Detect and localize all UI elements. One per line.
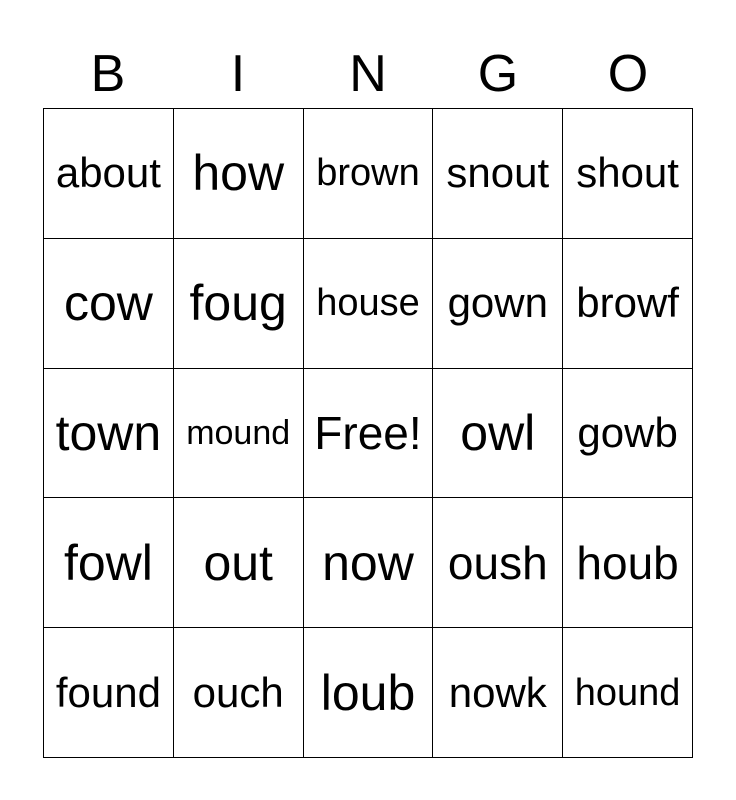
bingo-cell[interactable] xyxy=(44,369,174,499)
bingo-cell[interactable] xyxy=(433,628,563,758)
cell-word: mound xyxy=(186,413,291,452)
bingo-cell[interactable] xyxy=(174,369,304,499)
cell-word: town xyxy=(55,404,162,461)
header-letter-g: G xyxy=(477,45,519,103)
bingo-cell[interactable] xyxy=(304,628,434,758)
header-letter-b: B xyxy=(90,45,126,103)
cell-word: shout xyxy=(576,149,679,197)
bingo-cell[interactable] xyxy=(563,239,693,369)
cell-word: found xyxy=(55,668,161,716)
cell-word: house xyxy=(316,282,420,325)
cell-word: owl xyxy=(460,404,536,461)
bingo-cell[interactable] xyxy=(563,109,693,239)
cell-word: gown xyxy=(447,279,548,327)
cell-word: brown xyxy=(316,152,420,195)
bingo-board xyxy=(43,108,693,758)
bingo-cell[interactable] xyxy=(174,109,304,239)
cell-word: now xyxy=(322,534,414,591)
bingo-cell[interactable] xyxy=(174,498,304,628)
bingo-cell[interactable] xyxy=(433,109,563,239)
cell-word: how xyxy=(192,145,285,202)
bingo-cell[interactable] xyxy=(304,239,434,369)
cell-word: about xyxy=(55,149,161,197)
cell-word: cow xyxy=(63,275,153,332)
bingo-cell[interactable] xyxy=(174,239,304,369)
cell-word: fowl xyxy=(63,534,153,591)
bingo-cell[interactable] xyxy=(44,628,174,758)
bingo-cell[interactable] xyxy=(563,369,693,499)
cell-word: foug xyxy=(189,275,287,332)
cell-word: loub xyxy=(320,664,416,721)
bingo-cell[interactable] xyxy=(563,498,693,628)
bingo-cell[interactable] xyxy=(433,239,563,369)
bingo-cell[interactable] xyxy=(433,498,563,628)
cell-word: ouch xyxy=(192,668,284,716)
cell-word: nowk xyxy=(448,668,547,716)
bingo-cell[interactable] xyxy=(304,109,434,239)
header-letter-i: I xyxy=(230,45,246,103)
cell-word: hound xyxy=(574,671,681,714)
bingo-header xyxy=(43,40,693,108)
cell-word: houb xyxy=(576,536,679,589)
free-space-cell[interactable] xyxy=(304,369,434,499)
bingo-cell[interactable] xyxy=(44,109,174,239)
cell-word: oush xyxy=(447,536,548,589)
bingo-cell[interactable] xyxy=(174,628,304,758)
header-letter-o: O xyxy=(607,45,649,103)
bingo-cell[interactable] xyxy=(44,239,174,369)
cell-word: out xyxy=(203,534,273,591)
bingo-cell[interactable] xyxy=(563,628,693,758)
cell-word: Free! xyxy=(314,406,422,459)
bingo-cell[interactable] xyxy=(44,498,174,628)
header-letter-n: N xyxy=(349,45,387,103)
bingo-cell[interactable] xyxy=(433,369,563,499)
bingo-cell[interactable] xyxy=(304,498,434,628)
cell-word: snout xyxy=(446,149,550,197)
cell-word: browf xyxy=(576,279,679,327)
cell-word: gowb xyxy=(577,408,678,456)
